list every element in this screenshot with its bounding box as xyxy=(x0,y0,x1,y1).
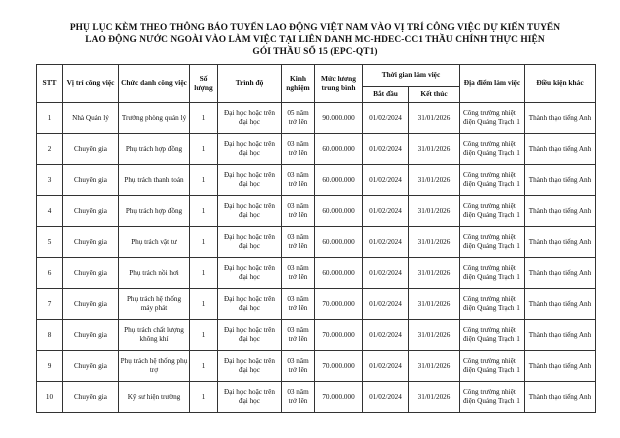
cell-position: Chuyên gia xyxy=(63,258,119,289)
cell-start: 01/02/2024 xyxy=(363,382,409,413)
cell-experience: 03 năm trở lên xyxy=(282,289,315,320)
header-education: Trình độ xyxy=(218,65,282,103)
cell-education: Đại học hoặc trên đại học xyxy=(218,165,282,196)
cell-job-title: Phụ trách hợp đồng xyxy=(119,196,190,227)
header-location: Địa điểm làm việc xyxy=(460,65,525,103)
cell-other: Thành thạo tiếng Anh xyxy=(525,165,596,196)
cell-quantity: 1 xyxy=(190,382,218,413)
cell-other: Thành thạo tiếng Anh xyxy=(525,382,596,413)
cell-position: Chuyên gia xyxy=(63,134,119,165)
cell-salary: 70.000.000 xyxy=(315,289,363,320)
cell-end: 31/01/2026 xyxy=(409,134,460,165)
cell-other: Thành thạo tiếng Anh xyxy=(525,351,596,382)
cell-salary: 60.000.000 xyxy=(315,196,363,227)
header-job-title: Chức danh công việc xyxy=(119,65,190,103)
cell-job-title: Phụ trách chất lượng không khí xyxy=(119,320,190,351)
cell-quantity: 1 xyxy=(190,351,218,382)
cell-position: Chuyên gia xyxy=(63,165,119,196)
cell-location: Công trường nhiệt điện Quảng Trạch 1 xyxy=(460,227,525,258)
cell-experience: 03 năm trở lên xyxy=(282,134,315,165)
header-start: Bắt đầu xyxy=(363,87,409,103)
cell-quantity: 1 xyxy=(190,227,218,258)
cell-location: Công trường nhiệt điện Quảng Trạch 1 xyxy=(460,382,525,413)
cell-other: Thành thạo tiếng Anh xyxy=(525,196,596,227)
cell-stt: 1 xyxy=(37,103,63,134)
header-quantity: Số lượng xyxy=(190,65,218,103)
header-other: Điều kiện khác xyxy=(525,65,596,103)
cell-position: Chuyên gia xyxy=(63,196,119,227)
cell-start: 01/02/2024 xyxy=(363,196,409,227)
cell-salary: 70.000.000 xyxy=(315,351,363,382)
cell-salary: 70.000.000 xyxy=(315,382,363,413)
header-salary: Mức lương trung bình xyxy=(315,65,363,103)
table-body xyxy=(37,103,596,413)
cell-location: Công trường nhiệt điện Quảng Trạch 1 xyxy=(460,103,525,134)
header-experience: Kinh nghiệm xyxy=(282,65,315,103)
cell-end: 31/01/2026 xyxy=(409,351,460,382)
cell-education: Đại học hoặc trên đại học xyxy=(218,289,282,320)
table-row xyxy=(37,382,596,413)
cell-position: Chuyên gia xyxy=(63,289,119,320)
cell-location: Công trường nhiệt điện Quảng Trạch 1 xyxy=(460,320,525,351)
header-row xyxy=(37,65,596,87)
cell-stt: 4 xyxy=(37,196,63,227)
cell-education: Đại học hoặc trên đại học xyxy=(218,351,282,382)
cell-quantity: 1 xyxy=(190,196,218,227)
cell-job-title: Phụ trách hệ thống phụ trợ xyxy=(119,351,190,382)
cell-stt: 8 xyxy=(37,320,63,351)
cell-education: Đại học hoặc trên đại học xyxy=(218,227,282,258)
table-row xyxy=(37,134,596,165)
cell-job-title: Phụ trách hợp đồng xyxy=(119,134,190,165)
cell-stt: 3 xyxy=(37,165,63,196)
cell-position: Nhà Quản lý xyxy=(63,103,119,134)
cell-position: Chuyên gia xyxy=(63,227,119,258)
cell-end: 31/01/2026 xyxy=(409,227,460,258)
table-row xyxy=(37,227,596,258)
cell-stt: 5 xyxy=(37,227,63,258)
table-row xyxy=(37,103,596,134)
cell-experience: 05 năm trở lên xyxy=(282,103,315,134)
cell-stt: 2 xyxy=(37,134,63,165)
cell-experience: 03 năm trở lên xyxy=(282,165,315,196)
cell-job-title: Phụ trách nồi hơi xyxy=(119,258,190,289)
cell-quantity: 1 xyxy=(190,103,218,134)
table-row xyxy=(37,165,596,196)
title-line-3: GÓI THẦU SỐ 15 (EPC-QT1) xyxy=(252,47,378,57)
table-row xyxy=(37,320,596,351)
cell-end: 31/01/2026 xyxy=(409,382,460,413)
cell-location: Công trường nhiệt điện Quảng Trạch 1 xyxy=(460,258,525,289)
cell-other: Thành thạo tiếng Anh xyxy=(525,103,596,134)
cell-end: 31/01/2026 xyxy=(409,258,460,289)
cell-job-title: Kỹ sư hiện trường xyxy=(119,382,190,413)
cell-location: Công trường nhiệt điện Quảng Trạch 1 xyxy=(460,289,525,320)
cell-start: 01/02/2024 xyxy=(363,289,409,320)
cell-location: Công trường nhiệt điện Quảng Trạch 1 xyxy=(460,134,525,165)
cell-quantity: 1 xyxy=(190,258,218,289)
cell-stt: 7 xyxy=(37,289,63,320)
cell-quantity: 1 xyxy=(190,320,218,351)
cell-other: Thành thạo tiếng Anh xyxy=(525,320,596,351)
cell-start: 01/02/2024 xyxy=(363,351,409,382)
cell-experience: 03 năm trở lên xyxy=(282,258,315,289)
cell-experience: 03 năm trở lên xyxy=(282,227,315,258)
document-title xyxy=(40,22,590,58)
cell-education: Đại học hoặc trên đại học xyxy=(218,196,282,227)
cell-quantity: 1 xyxy=(190,289,218,320)
cell-other: Thành thạo tiếng Anh xyxy=(525,289,596,320)
cell-salary: 60.000.000 xyxy=(315,134,363,165)
cell-experience: 03 năm trở lên xyxy=(282,196,315,227)
cell-end: 31/01/2026 xyxy=(409,165,460,196)
cell-other: Thành thạo tiếng Anh xyxy=(525,227,596,258)
cell-quantity: 1 xyxy=(190,134,218,165)
cell-education: Đại học hoặc trên đại học xyxy=(218,382,282,413)
cell-salary: 60.000.000 xyxy=(315,258,363,289)
cell-stt: 10 xyxy=(37,382,63,413)
cell-job-title: Phụ trách hệ thống máy phát xyxy=(119,289,190,320)
cell-position: Chuyên gia xyxy=(63,351,119,382)
cell-start: 01/02/2024 xyxy=(363,227,409,258)
cell-start: 01/02/2024 xyxy=(363,258,409,289)
cell-location: Công trường nhiệt điện Quảng Trạch 1 xyxy=(460,196,525,227)
table-row xyxy=(37,196,596,227)
table-row xyxy=(37,351,596,382)
cell-job-title: Phụ trách vật tư xyxy=(119,227,190,258)
title-line-1: PHỤ LỤC KÈM THEO THÔNG BÁO TUYỂN LAO ĐỘNG VIỆT NAM VÀO VỊ TRÍ CÔNG VIỆC DỰ KIẾN TUYỂN xyxy=(69,23,561,33)
cell-salary: 60.000.000 xyxy=(315,165,363,196)
cell-start: 01/02/2024 xyxy=(363,103,409,134)
cell-position: Chuyên gia xyxy=(63,382,119,413)
cell-salary: 60.000.000 xyxy=(315,227,363,258)
cell-education: Đại học hoặc trên đại học xyxy=(218,258,282,289)
cell-salary: 70.000.000 xyxy=(315,320,363,351)
header-end: Kết thúc xyxy=(409,87,460,103)
cell-stt: 9 xyxy=(37,351,63,382)
cell-job-title: Phụ trách thanh toán xyxy=(119,165,190,196)
cell-experience: 03 năm trở lên xyxy=(282,382,315,413)
cell-education: Đại học hoặc trên đại học xyxy=(218,103,282,134)
cell-start: 01/02/2024 xyxy=(363,165,409,196)
cell-end: 31/01/2026 xyxy=(409,289,460,320)
cell-end: 31/01/2026 xyxy=(409,196,460,227)
recruitment-table xyxy=(36,64,596,413)
table-row xyxy=(37,258,596,289)
cell-quantity: 1 xyxy=(190,165,218,196)
cell-stt: 6 xyxy=(37,258,63,289)
cell-position: Chuyên gia xyxy=(63,320,119,351)
header-position: Vị trí công việc xyxy=(63,65,119,103)
cell-end: 31/01/2026 xyxy=(409,103,460,134)
cell-other: Thành thạo tiếng Anh xyxy=(525,258,596,289)
cell-location: Công trường nhiệt điện Quảng Trạch 1 xyxy=(460,351,525,382)
cell-education: Đại học hoặc trên đại học xyxy=(218,320,282,351)
cell-experience: 03 năm trở lên xyxy=(282,351,315,382)
cell-start: 01/02/2024 xyxy=(363,320,409,351)
cell-end: 31/01/2026 xyxy=(409,320,460,351)
title-line-2: LAO ĐỘNG NƯỚC NGOÀI VÀO LÀM VIỆC TẠI LIÊN DANH MC-HDEC-CC1 THẦU CHÍNH THỰC HIỆN xyxy=(85,35,545,45)
table-row xyxy=(37,289,596,320)
cell-start: 01/02/2024 xyxy=(363,134,409,165)
cell-other: Thành thạo tiếng Anh xyxy=(525,134,596,165)
cell-location: Công trường nhiệt điện Quảng Trạch 1 xyxy=(460,165,525,196)
header-stt: STT xyxy=(37,65,63,103)
header-work-time: Thời gian làm việc xyxy=(363,65,460,87)
cell-education: Đại học hoặc trên đại học xyxy=(218,134,282,165)
cell-job-title: Trưởng phòng quản lý xyxy=(119,103,190,134)
cell-experience: 03 năm trở lên xyxy=(282,320,315,351)
cell-salary: 90.000.000 xyxy=(315,103,363,134)
